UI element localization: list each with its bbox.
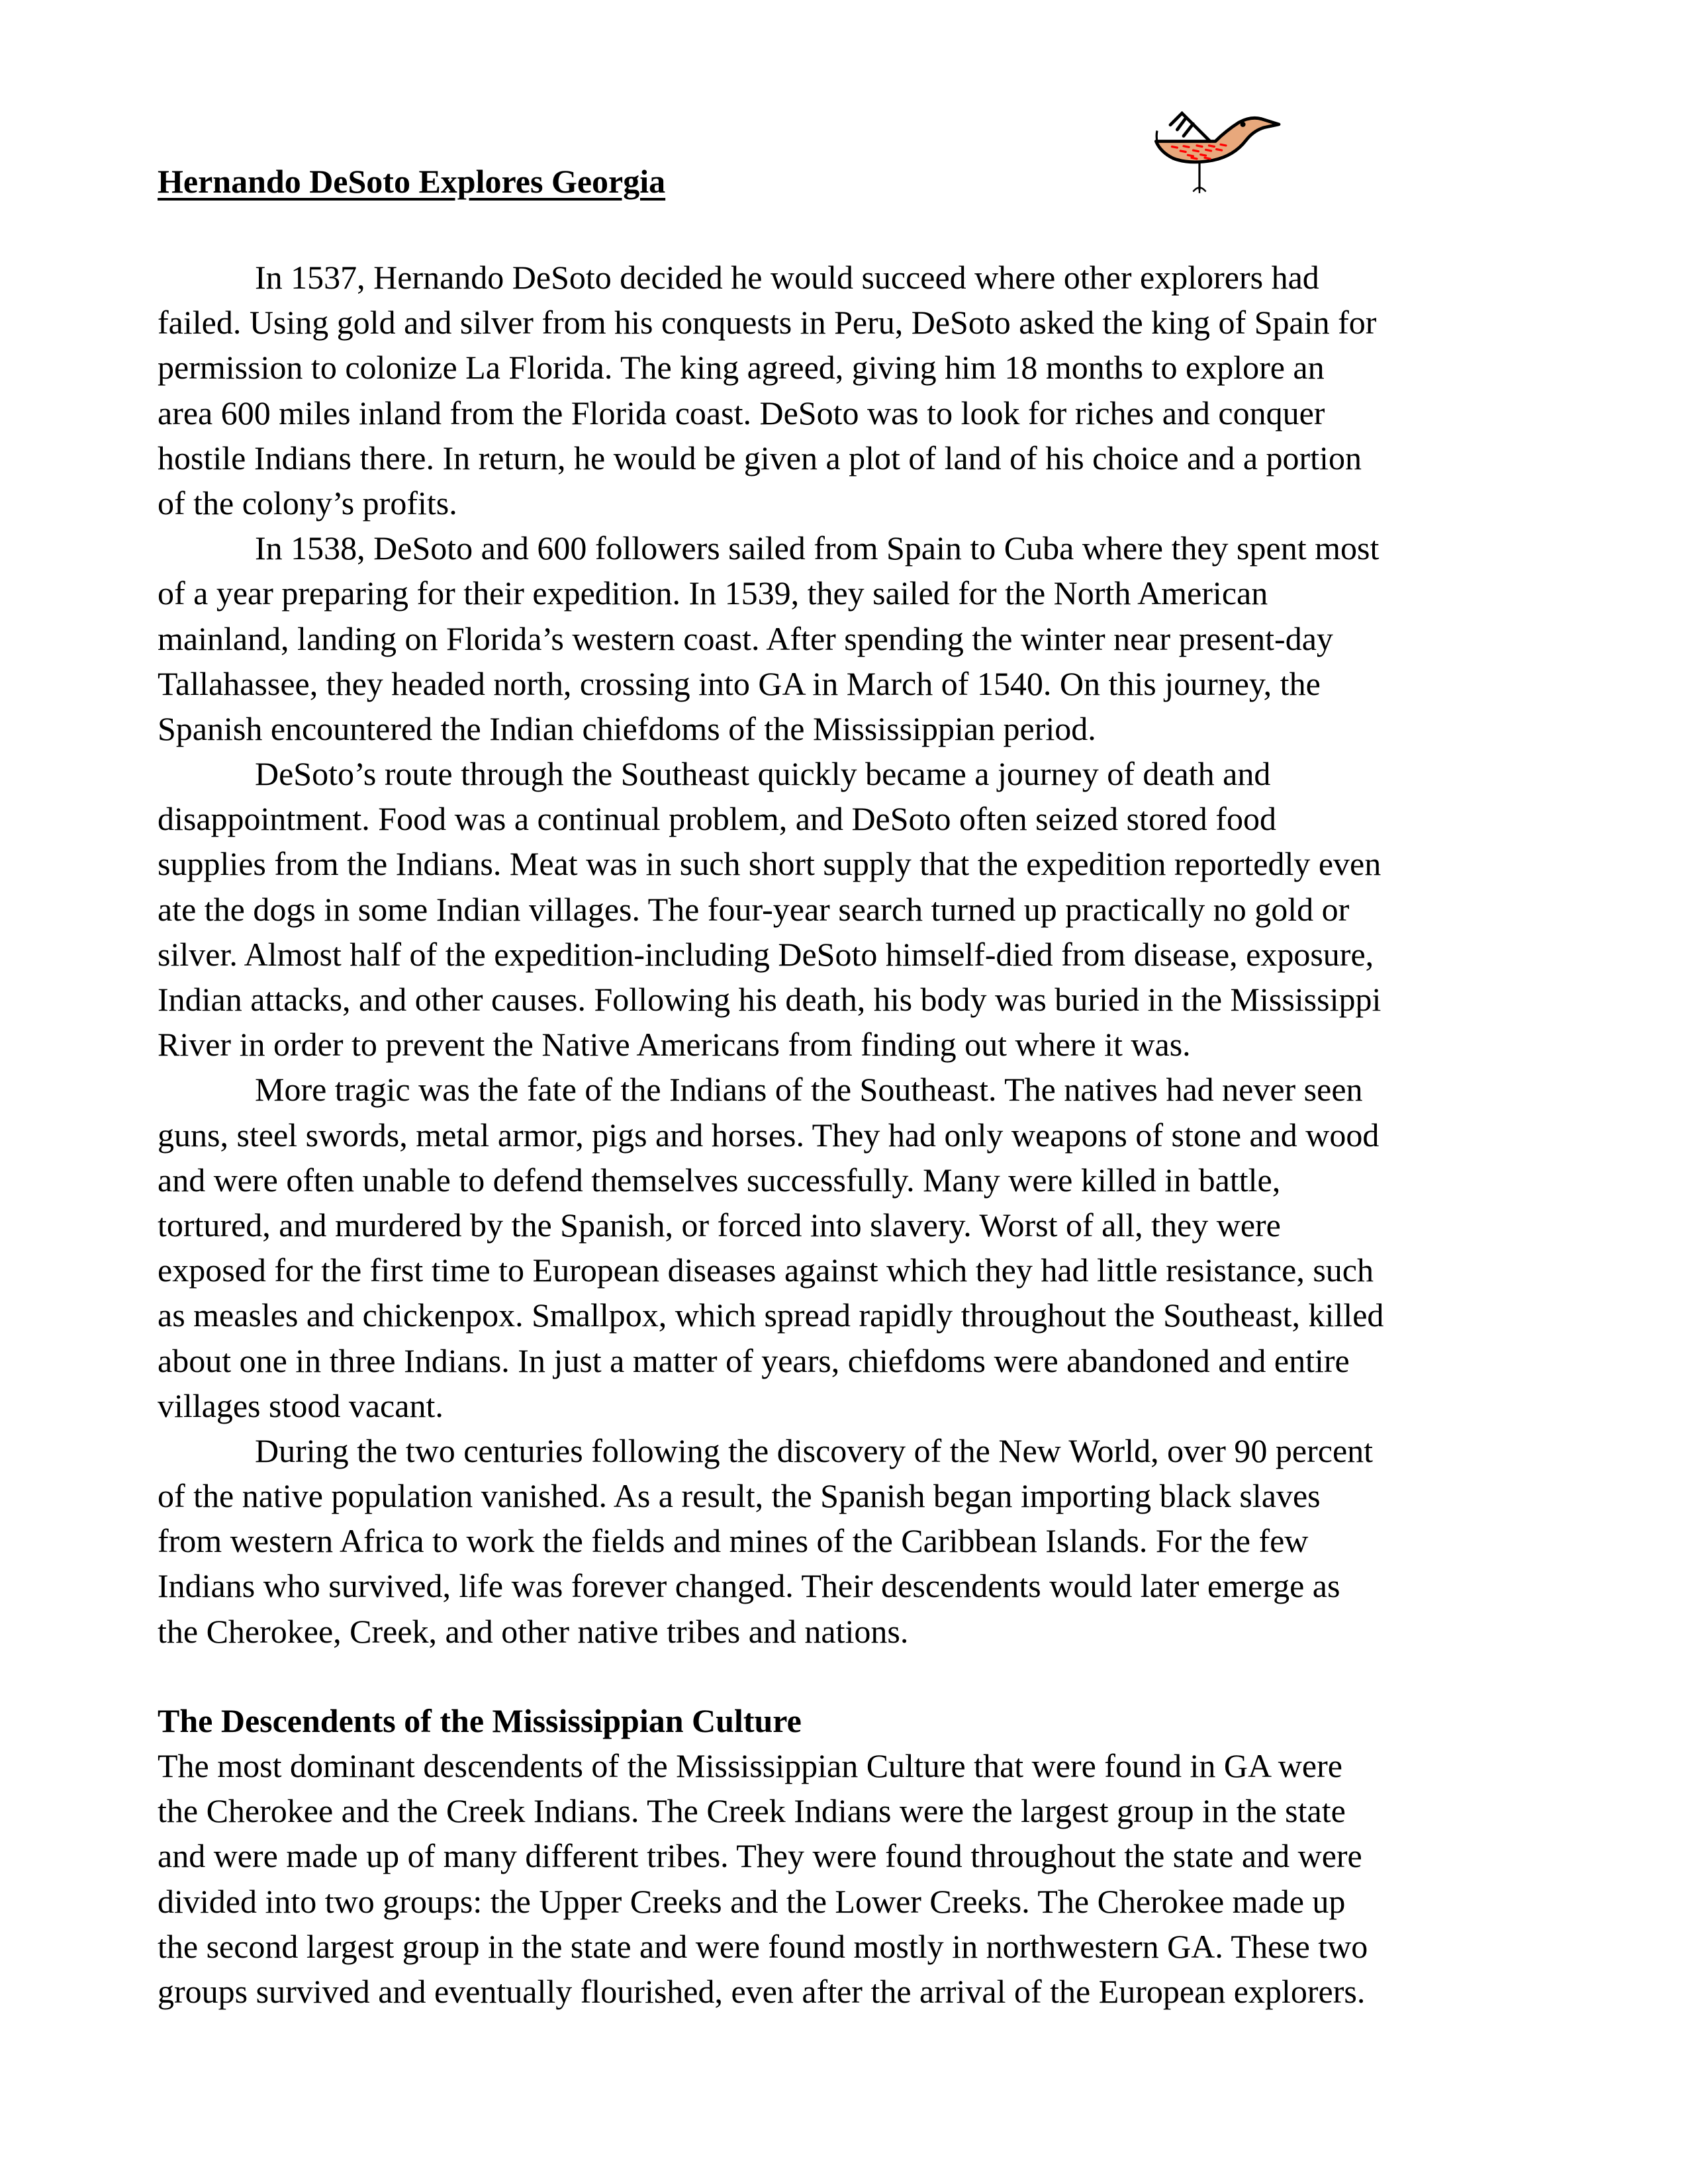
paragraph-line: silver. Almost half of the expedition-including DeSoto himself-died from disease, exposure,	[158, 935, 1374, 973]
paragraph-line: of a year preparing for their expedition. In 1539, they sailed for the North American	[158, 574, 1268, 612]
paragraph-line: failed. Using gold and silver from his conquests in Peru, DeSoto asked the king of Spain for	[158, 304, 1377, 341]
paragraph-line: guns, steel swords, metal armor, pigs and horses. They had only weapons of stone and wood	[158, 1116, 1380, 1154]
section-heading: The Descendents of the Mississippian Culture	[158, 1702, 802, 1739]
paragraph-line: the Cherokee and the Creek Indians. The Creek Indians were the largest group in the state	[158, 1792, 1346, 1830]
paragraph-line: groups survived and eventually flourished, even after the arrival of the European explorers.	[158, 1972, 1366, 2010]
paragraph-line: exposed for the first time to European diseases against which they had little resistance, such	[158, 1251, 1374, 1289]
paragraph-line: Indians who survived, life was forever changed. Their descendents would later emerge as	[158, 1567, 1340, 1605]
paragraph-line: Indian attacks, and other causes. Following his death, his body was buried in the Mississippi	[158, 981, 1382, 1018]
paragraph-line: of the colony’s profits.	[158, 484, 457, 522]
page-title: Hernando DeSoto Explores Georgia	[158, 163, 666, 200]
paragraph-line: supplies from the Indians. Meat was in such short supply that the expedition reportedly even	[158, 845, 1382, 883]
section-desoto-body	[158, 255, 1548, 1654]
paragraph-line: of the native population vanished. As a result, the Spanish began importing black slaves	[158, 1477, 1321, 1515]
paragraph-line: Spanish encountered the Indian chiefdoms of the Mississippian period.	[158, 709, 1096, 747]
paragraph-line: and were made up of many different tribes. They were found throughout the state and were	[158, 1837, 1362, 1875]
paragraph-line: from western Africa to work the fields and mines of the Caribbean Islands. For the few	[158, 1522, 1309, 1560]
paragraph-line: During the two centuries following the discovery of the New World, over 90 percent	[255, 1432, 1374, 1469]
paragraph-line: mainland, landing on Florida’s western coast. After spending the winter near present-day	[158, 619, 1333, 657]
paragraph-line: In 1538, DeSoto and 600 followers sailed from Spain to Cuba where they spent most	[255, 529, 1380, 567]
bird-icon	[1125, 98, 1284, 201]
paragraph-line: ate the dogs in some Indian villages. The four-year search turned up practically no gold or	[158, 890, 1350, 928]
paragraph-line: disappointment. Food was a continual problem, and DeSoto often seized stored food	[158, 800, 1276, 838]
paragraph-line: and were often unable to defend themselves successfully. Many were killed in battle,	[158, 1161, 1281, 1199]
paragraph-line: divided into two groups: the Upper Creeks and the Lower Creeks. The Cherokee made up	[158, 1882, 1346, 1920]
paragraph-line: the Cherokee, Creek, and other native tribes and nations.	[158, 1612, 909, 1650]
paragraph-line: permission to colonize La Florida. The king agreed, giving him 18 months to explore an	[158, 349, 1325, 387]
paragraph-line: villages stood vacant.	[158, 1387, 444, 1424]
paragraph-line: More tragic was the fate of the Indians of the Southeast. The natives had never seen	[255, 1071, 1363, 1109]
paragraph-line: the second largest group in the state and were found mostly in northwestern GA. These two	[158, 1927, 1368, 1965]
paragraph-line: The most dominant descendents of the Mississippian Culture that were found in GA were	[158, 1747, 1342, 1784]
paragraph-line: as measles and chickenpox. Smallpox, which spread rapidly throughout the Southeast, killed	[158, 1297, 1384, 1334]
section-descendents-body	[158, 1743, 1548, 2014]
paragraph-line: Tallahassee, they headed north, crossing into GA in March of 1540. On this journey, the	[158, 664, 1321, 702]
paragraph-line: DeSoto’s route through the Southeast quickly became a journey of death and	[255, 755, 1271, 793]
paragraph-line: River in order to prevent the Native Americans from finding out where it was.	[158, 1026, 1191, 1064]
paragraph-line: In 1537, Hernando DeSoto decided he would succeed where other explorers had	[255, 259, 1319, 296]
paragraph-line: about one in three Indians. In just a matter of years, chiefdoms were abandoned and entire	[158, 1342, 1350, 1379]
paragraph-line: area 600 miles inland from the Florida coast. DeSoto was to look for riches and conquer	[158, 394, 1325, 432]
paragraph-line: hostile Indians there. In return, he would be given a plot of land of his choice and a portion	[158, 439, 1362, 477]
paragraph-line: tortured, and murdered by the Spanish, or forced into slavery. Worst of all, they were	[158, 1206, 1281, 1244]
